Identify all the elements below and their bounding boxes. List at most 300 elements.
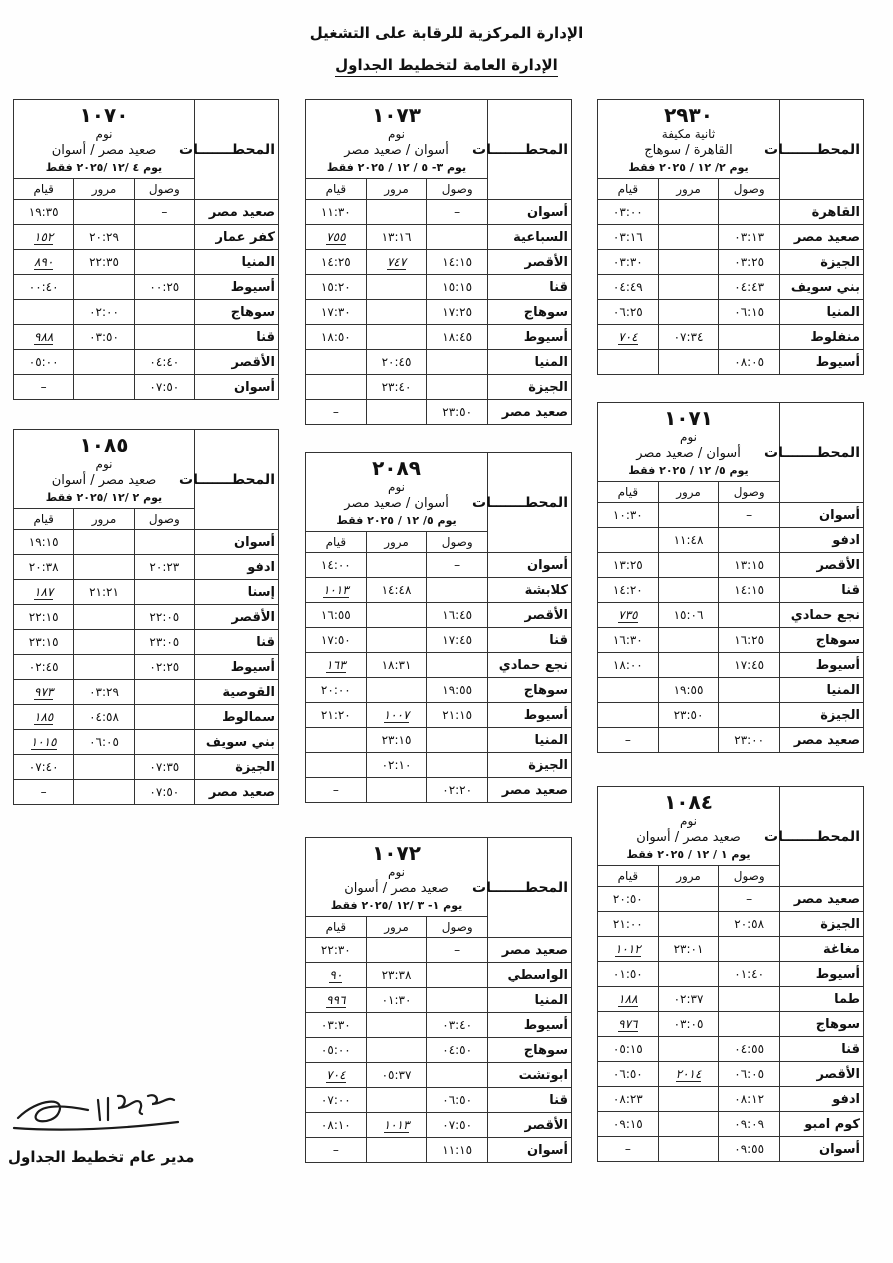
pass-time: ٢٣:١٥: [366, 728, 427, 753]
table-row: [306, 938, 572, 963]
train-route: صعيد مصر / أسوان: [636, 830, 741, 845]
arrive-time: [427, 728, 488, 753]
train-class: ثانية مكيفة: [661, 127, 716, 141]
table-row: [598, 937, 864, 962]
pass-time: [366, 200, 427, 225]
table-row: [306, 1138, 572, 1163]
arrive-time: –: [427, 938, 488, 963]
arrive-time: [134, 730, 194, 755]
depart-time: ٠٦:٥٠: [598, 1062, 659, 1087]
depart-time: ١١:٣٠: [306, 200, 367, 225]
timetable-1085: [13, 429, 279, 805]
timetable-1072: [305, 837, 572, 1163]
col-pass: مرور: [366, 917, 427, 938]
station-name: المنيا: [195, 250, 279, 275]
pass-time: [658, 1037, 719, 1062]
pass-time: [74, 655, 134, 680]
pass-time: [366, 1088, 427, 1113]
station-name: أسوان: [488, 200, 572, 225]
timetable-2930: [597, 99, 864, 375]
table-row: [306, 1013, 572, 1038]
table-row: [306, 578, 572, 603]
arrive-time: –: [427, 200, 488, 225]
train-info: [598, 403, 780, 482]
station-name: أسوان: [195, 530, 279, 555]
depart-time: –: [306, 1138, 367, 1163]
pass-time: [658, 653, 719, 678]
table-row: [598, 603, 864, 628]
arrive-time: [427, 963, 488, 988]
col-arrive: وصول: [427, 179, 488, 200]
table-row: [14, 705, 279, 730]
pass-time: [658, 1137, 719, 1162]
depart-time: ٠٨:٢٣: [598, 1087, 659, 1112]
depart-time: [598, 678, 659, 703]
pass-time: [658, 1087, 719, 1112]
arrive-time: [134, 530, 194, 555]
col-arrive: وصول: [719, 866, 780, 887]
arrive-time: ١٥:١٥: [427, 275, 488, 300]
col-depart: قيام: [306, 179, 367, 200]
depart-time: ١٤:٢٠: [598, 578, 659, 603]
table-row: [14, 655, 279, 680]
depart-time: ٠٢:٤٥: [14, 655, 74, 680]
table-row: [306, 1088, 572, 1113]
table-row: [14, 755, 279, 780]
table-row: [598, 225, 864, 250]
depart-time: ٢٠:٥٠: [598, 887, 659, 912]
arrive-time: ٠٤:٥٠: [427, 1038, 488, 1063]
depart-time: ٢٠:٠٠: [306, 678, 367, 703]
pass-time: [74, 275, 134, 300]
arrive-time: ١٧:٤٥: [719, 653, 780, 678]
station-name: الجيزة: [195, 755, 279, 780]
pass-time: ٠٢:٠٠: [74, 300, 134, 325]
train-date: يوم ١- ٣ /١٢ /٢٠٢٥ فقط: [330, 899, 463, 912]
table-row: [598, 503, 864, 528]
pass-time: [658, 300, 719, 325]
depart-time: ٩٨٨: [14, 325, 74, 350]
table-row: [14, 730, 279, 755]
table-row: [598, 628, 864, 653]
pass-time: [366, 678, 427, 703]
arrive-time: [427, 988, 488, 1013]
station-name: نجع حمادي: [488, 653, 572, 678]
depart-time: ٠٣:٠٠: [598, 200, 659, 225]
station-name: قنا: [488, 275, 572, 300]
header-line2: الإدارة العامة لتخطيط الجداول: [0, 56, 893, 74]
depart-time: ٠١:٥٠: [598, 962, 659, 987]
depart-time: ١٩:٣٥: [14, 200, 74, 225]
pass-time: [658, 1112, 719, 1137]
station-name: سوهاج: [780, 628, 864, 653]
train-date: يوم ٣- ٥ / ١٢ / ٢٠٢٥ فقط: [326, 161, 467, 174]
station-name: أسيوط: [488, 1013, 572, 1038]
arrive-time: [134, 300, 194, 325]
depart-time: ١٤:٠٠: [306, 553, 367, 578]
train-route: أسوان / صعيد مصر: [636, 446, 741, 461]
station-name: القوصية: [195, 680, 279, 705]
arrive-time: [427, 350, 488, 375]
train-class: نوم: [680, 430, 697, 444]
col-depart: قيام: [14, 509, 74, 530]
pass-time: ١٩:٥٥: [658, 678, 719, 703]
station-name: أسيوط: [195, 655, 279, 680]
station-name: أسيوط: [780, 653, 864, 678]
pass-time: [74, 630, 134, 655]
arrive-time: ٢٠:٥٨: [719, 912, 780, 937]
station-name: أسوان: [488, 553, 572, 578]
stations-header: المحطـــــــات: [195, 430, 279, 530]
arrive-time: ١٤:١٥: [719, 578, 780, 603]
depart-time: [306, 753, 367, 778]
col-pass: مرور: [658, 866, 719, 887]
table-row: [306, 1063, 572, 1088]
arrive-time: ١٩:٥٥: [427, 678, 488, 703]
station-name: صعيد مصر: [780, 728, 864, 753]
arrive-time: ٢٣:٥٠: [427, 400, 488, 425]
depart-time: ٩٧٣: [14, 680, 74, 705]
depart-time: ٧٥٥: [306, 225, 367, 250]
arrive-time: ٠٧:٣٥: [134, 755, 194, 780]
arrive-time: ٠٧:٥٠: [134, 780, 194, 805]
pass-time: [658, 912, 719, 937]
train-info: [14, 100, 195, 179]
col-pass: مرور: [658, 482, 719, 503]
pass-time: ٢٠:٢٩: [74, 225, 134, 250]
arrive-time: ٠٤:٤٣: [719, 275, 780, 300]
station-name: المنيا: [780, 678, 864, 703]
table-row: [598, 528, 864, 553]
pass-time: [658, 962, 719, 987]
stations-header: المحطـــــــات: [780, 787, 864, 887]
train-info: [306, 838, 488, 917]
arrive-time: ٢٣:٠٥: [134, 630, 194, 655]
table-row: [598, 912, 864, 937]
station-name: بني سويف: [780, 275, 864, 300]
arrive-time: –: [134, 200, 194, 225]
table-row: [306, 350, 572, 375]
depart-time: ٢٢:٣٠: [306, 938, 367, 963]
col-pass: مرور: [366, 532, 427, 553]
pass-time: [658, 628, 719, 653]
depart-time: ٩٠: [306, 963, 367, 988]
pass-time: ٠٣:٠٥: [658, 1012, 719, 1037]
table-row: [306, 603, 572, 628]
arrive-time: –: [719, 503, 780, 528]
train-route: أسوان / صعيد مصر: [344, 143, 449, 158]
timetable-1071: [597, 402, 864, 753]
arrive-time: ٠١:٤٠: [719, 962, 780, 987]
station-name: سمالوط: [195, 705, 279, 730]
depart-time: –: [598, 1137, 659, 1162]
arrive-time: [427, 578, 488, 603]
col-pass: مرور: [74, 509, 134, 530]
table-row: [598, 1087, 864, 1112]
depart-time: –: [14, 780, 74, 805]
col-depart: قيام: [598, 866, 659, 887]
pass-time: ٠١:٣٠: [366, 988, 427, 1013]
depart-time: ١٣:٢٥: [598, 553, 659, 578]
arrive-time: ١٦:٤٥: [427, 603, 488, 628]
arrive-time: ٠٢:٢٥: [134, 655, 194, 680]
table-row: [306, 300, 572, 325]
station-name: قنا: [488, 1088, 572, 1113]
depart-time: [598, 528, 659, 553]
station-name: المنيا: [488, 350, 572, 375]
station-name: الجيزة: [780, 912, 864, 937]
pass-time: ١٠٠٧: [366, 703, 427, 728]
arrive-time: ١٨:٤٥: [427, 325, 488, 350]
station-name: أسيوط: [195, 275, 279, 300]
train-info: [598, 100, 780, 179]
table-row: [14, 680, 279, 705]
arrive-time: ١٧:٢٥: [427, 300, 488, 325]
train-route: صعيد مصر / أسوان: [51, 473, 157, 488]
col-arrive: وصول: [427, 532, 488, 553]
pass-time: [74, 605, 134, 630]
col-pass: مرور: [658, 179, 719, 200]
table-row: [306, 678, 572, 703]
depart-time: ٠٥:٠٠: [306, 1038, 367, 1063]
table-row: [598, 887, 864, 912]
table-row: [14, 300, 279, 325]
pass-time: ٠٦:٠٥: [74, 730, 134, 755]
station-name: الأقصر: [195, 605, 279, 630]
arrive-time: ٢٣:٠٠: [719, 728, 780, 753]
depart-time: ٠٤:٤٩: [598, 275, 659, 300]
station-name: قنا: [780, 578, 864, 603]
col-depart: قيام: [306, 917, 367, 938]
pass-time: [366, 275, 427, 300]
col-depart: قيام: [14, 179, 74, 200]
train-class: نوم: [388, 127, 405, 141]
arrive-time: [427, 225, 488, 250]
station-name: صعيد مصر: [195, 780, 279, 805]
station-name: صعيد مصر: [780, 225, 864, 250]
pass-time: [658, 728, 719, 753]
depart-time: ٢٢:١٥: [14, 605, 74, 630]
train-date: يوم ١ / ١٢ / ٢٠٢٥ فقط: [626, 848, 751, 861]
station-name: أسوان: [780, 503, 864, 528]
pass-time: [74, 375, 134, 400]
arrive-time: [719, 325, 780, 350]
arrive-time: ٠٧:٥٠: [134, 375, 194, 400]
station-name: الجيزة: [488, 753, 572, 778]
pass-time: ٢٠١٤: [658, 1062, 719, 1087]
pass-time: ٢٢:٣٥: [74, 250, 134, 275]
station-name: قنا: [195, 325, 279, 350]
depart-time: ١٨٥: [14, 705, 74, 730]
station-name: مغاغة: [780, 937, 864, 962]
pass-time: ١٠١٣: [366, 1113, 427, 1138]
table-row: [306, 653, 572, 678]
station-name: منفلوط: [780, 325, 864, 350]
timetable-1073: [305, 99, 572, 425]
depart-time: ٠٣:٣٠: [306, 1013, 367, 1038]
train-number: ١٠٨٥: [79, 433, 129, 457]
table-row: [306, 753, 572, 778]
depart-time: ٠٧:٤٠: [14, 755, 74, 780]
depart-time: ٨٩٠: [14, 250, 74, 275]
table-row: [306, 963, 572, 988]
depart-time: ٧٣٥: [598, 603, 659, 628]
arrive-time: ٠٨:٠٥: [719, 350, 780, 375]
station-name: كفر عمار: [195, 225, 279, 250]
station-name: الواسطي: [488, 963, 572, 988]
station-name: ادفو: [195, 555, 279, 580]
depart-time: ٠٦:٢٥: [598, 300, 659, 325]
station-name: صعيد مصر: [780, 887, 864, 912]
station-name: المنيا: [488, 988, 572, 1013]
arrive-time: ٢١:١٥: [427, 703, 488, 728]
pass-time: [74, 780, 134, 805]
station-name: ادفو: [780, 1087, 864, 1112]
signer-title: مدير عام تخطيط الجداول: [8, 1148, 195, 1166]
depart-time: [306, 375, 367, 400]
station-name: الأقصر: [780, 1062, 864, 1087]
train-route: صعيد مصر / أسوان: [344, 881, 449, 896]
station-name: أسيوط: [780, 350, 864, 375]
arrive-time: ١٦:٢٥: [719, 628, 780, 653]
arrive-time: ١١:١٥: [427, 1138, 488, 1163]
train-number: ٢٩٣٠: [664, 103, 713, 127]
table-row: [598, 300, 864, 325]
arrive-time: ١٧:٤٥: [427, 628, 488, 653]
stations-header: المحطـــــــات: [195, 100, 279, 200]
pass-time: ٠٢:٣٧: [658, 987, 719, 1012]
table-row: [14, 780, 279, 805]
pass-time: [658, 275, 719, 300]
arrive-time: [719, 200, 780, 225]
pass-time: [74, 530, 134, 555]
train-number: ٢٠٨٩: [372, 456, 421, 480]
arrive-time: ٢٢:٠٥: [134, 605, 194, 630]
station-name: قنا: [488, 628, 572, 653]
table-row: [598, 728, 864, 753]
depart-time: –: [14, 375, 74, 400]
table-row: [14, 555, 279, 580]
table-row: [306, 225, 572, 250]
table-row: [598, 350, 864, 375]
depart-time: ٠٣:١٦: [598, 225, 659, 250]
table-row: [306, 628, 572, 653]
train-class: نوم: [388, 480, 405, 494]
pass-time: ٠٣:٢٩: [74, 680, 134, 705]
pass-time: [74, 200, 134, 225]
station-name: صعيد مصر: [488, 400, 572, 425]
pass-time: [366, 325, 427, 350]
station-name: الجيزة: [488, 375, 572, 400]
train-class: نوم: [680, 814, 697, 828]
depart-time: ١٧:٣٠: [306, 300, 367, 325]
train-date: يوم ٥/ ١٢ / ٢٠٢٥ فقط: [336, 514, 457, 527]
table-row: [598, 325, 864, 350]
train-date: يوم ٥/ ١٢ / ٢٠٢٥ فقط: [628, 464, 749, 477]
station-name: أسوان: [488, 1138, 572, 1163]
pass-time: ٢٠:٤٥: [366, 350, 427, 375]
station-name: أسيوط: [488, 703, 572, 728]
table-row: [598, 275, 864, 300]
station-name: ادفو: [780, 528, 864, 553]
table-row: [306, 1113, 572, 1138]
stations-header: المحطـــــــات: [488, 100, 572, 200]
table-row: [14, 630, 279, 655]
depart-time: ٧٠٤: [306, 1063, 367, 1088]
train-class: نوم: [95, 457, 113, 471]
station-name: سوهاج: [488, 1038, 572, 1063]
pass-time: [74, 755, 134, 780]
station-name: الأقصر: [488, 1113, 572, 1138]
pass-time: [366, 938, 427, 963]
pass-time: [658, 225, 719, 250]
depart-time: ٠٠:٤٠: [14, 275, 74, 300]
pass-time: ١١:٤٨: [658, 528, 719, 553]
station-name: المنيا: [780, 300, 864, 325]
depart-time: ١٠١٥: [14, 730, 74, 755]
depart-time: ٢٣:١٥: [14, 630, 74, 655]
station-name: طما: [780, 987, 864, 1012]
table-row: [598, 1062, 864, 1087]
table-row: [598, 678, 864, 703]
arrive-time: [427, 753, 488, 778]
train-class: نوم: [388, 865, 405, 879]
depart-time: ٠٣:٣٠: [598, 250, 659, 275]
depart-time: ٠٧:٠٠: [306, 1088, 367, 1113]
table-row: [598, 1012, 864, 1037]
arrive-time: ١٣:١٥: [719, 553, 780, 578]
station-name: أسيوط: [780, 962, 864, 987]
arrive-time: [719, 1012, 780, 1037]
table-row: [14, 325, 279, 350]
pass-time: [658, 503, 719, 528]
pass-time: ٢١:٢١: [74, 580, 134, 605]
table-row: [14, 375, 279, 400]
timetable-1070: [13, 99, 279, 400]
arrive-time: [134, 250, 194, 275]
station-name: ابوتشت: [488, 1063, 572, 1088]
table-row: [598, 653, 864, 678]
arrive-time: [134, 705, 194, 730]
arrive-time: [719, 678, 780, 703]
depart-time: ١٠١٢: [598, 937, 659, 962]
table-row: [598, 1112, 864, 1137]
table-row: [306, 988, 572, 1013]
table-row: [14, 250, 279, 275]
table-row: [306, 778, 572, 803]
pass-time: [366, 1138, 427, 1163]
arrive-time: ٠٣:٢٥: [719, 250, 780, 275]
pass-time: [366, 553, 427, 578]
arrive-time: ٠٨:١٢: [719, 1087, 780, 1112]
station-name: أسوان: [780, 1137, 864, 1162]
arrive-time: [427, 1063, 488, 1088]
col-arrive: وصول: [134, 179, 194, 200]
table-row: [306, 728, 572, 753]
depart-time: ٧٠٤: [598, 325, 659, 350]
pass-time: ١٣:١٦: [366, 225, 427, 250]
arrive-time: ١٤:١٥: [427, 250, 488, 275]
depart-time: [306, 350, 367, 375]
table-row: [14, 225, 279, 250]
table-row: [14, 275, 279, 300]
pass-time: ٠٥:٣٧: [366, 1063, 427, 1088]
pass-time: ١٤:٤٨: [366, 578, 427, 603]
arrive-time: [719, 528, 780, 553]
pass-time: [658, 578, 719, 603]
station-name: أسيوط: [488, 325, 572, 350]
pass-time: [366, 778, 427, 803]
